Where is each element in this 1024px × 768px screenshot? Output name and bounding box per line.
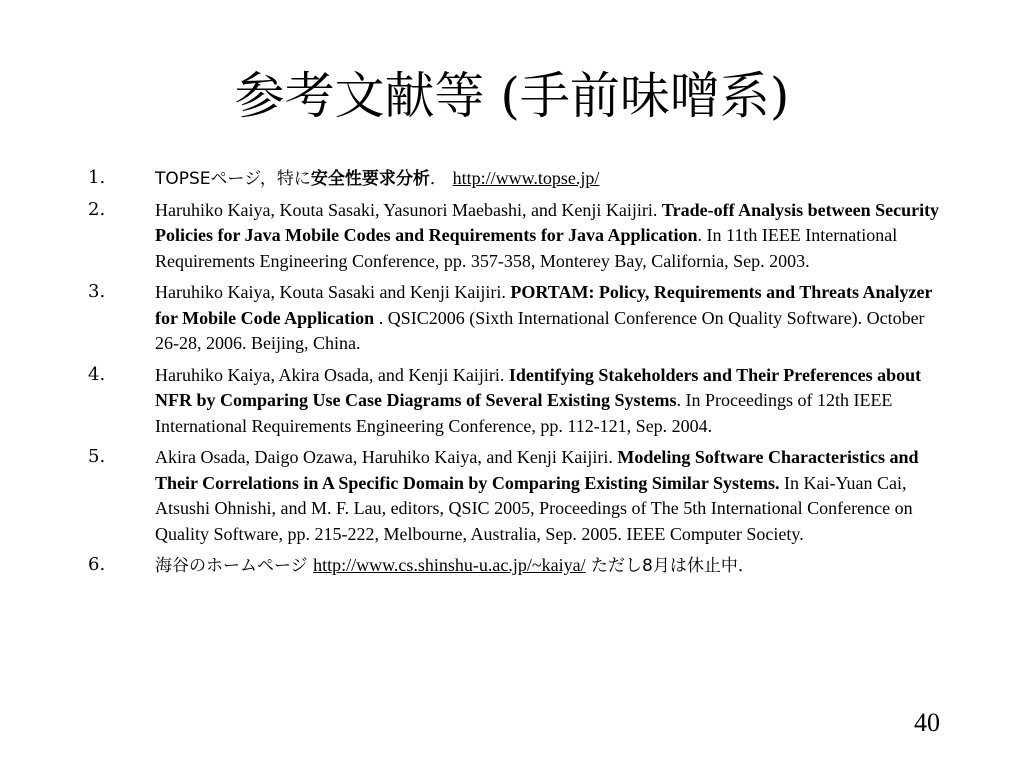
reference-item-1 (88, 166, 944, 192)
reference-authors: Haruhiko Kaiya, Kouta Sasaki, Yasunori Maebashi, and Kenji Kaijiri. (155, 199, 662, 220)
reference-number: 5. (88, 446, 106, 467)
reference-authors: Akira Osada, Daigo Ozawa, Haruhiko Kaiya, and Kenji Kaijiri. (155, 447, 618, 467)
reference-title: Trade-off Analysis between Security Policies for Java Mobile Codes and Requirements for Java Application (155, 199, 940, 245)
page-number: 40 (914, 708, 940, 737)
reference-item-4 (88, 363, 944, 440)
reference-number: 1. (88, 167, 106, 188)
reference-prefix: 海谷のホームページ (155, 556, 314, 576)
topse-link[interactable]: http://www.topse.jp/ (452, 168, 600, 188)
slide-title: 参考文献等 (手前味噌系) (234, 67, 790, 125)
reference-title: Identifying Stakeholders and Their Preferences about NFR by Comparing Use Case Diagrams of Several Existing Systems (155, 364, 922, 410)
reference-number: 3. (88, 281, 106, 302)
reference-suffix: ただし8月は休止中． (585, 556, 755, 576)
reference-details: . In Proceedings of 12th IEEE International Requirements Engineering Conference, pp. 112-121, Sep. 2004. (155, 390, 893, 436)
reference-details: . In 11th IEEE International Requirements Engineering Conference, pp. 357-358, Monterey Bay, California, Sep. 2003. (155, 225, 898, 271)
reference-number: 2. (88, 198, 106, 220)
reference-number: 4. (88, 363, 106, 385)
reference-item-2 (88, 198, 944, 275)
reference-bold-text: 安全性要求分析 (310, 169, 430, 189)
reference-list (88, 166, 944, 585)
reference-item-6 (88, 553, 944, 579)
homepage-link[interactable]: http://www.cs.shinshu-u.ac.jp/~kaiya/ (313, 555, 586, 575)
reference-item-5 (88, 445, 944, 547)
reference-suffix: ． (429, 169, 447, 189)
reference-item-3 (88, 280, 944, 357)
reference-title: PORTAM: Policy, Requirements and Threats Analyzer for Mobile Code Application (155, 282, 933, 328)
reference-details: . QSIC2006 (Sixth International Conference On Quality Software). October 26-28, 2006. Beijing, China. (155, 307, 925, 353)
reference-authors: Haruhiko Kaiya, Akira Osada, and Kenji Kaijiri. (155, 364, 509, 385)
reference-number: 6. (88, 554, 106, 575)
reference-details: In Kai-Yuan Cai, Atsushi Ohnishi, and M. F. Lau, editors, QSIC 2005, Proceedings of The 5th International Conference on Quality Software, pp. 215-222, Melbourne, Australia, Sep. 2005. IEEE Computer Society. (155, 472, 913, 544)
reference-prefix: TOPSEページ，特に (155, 169, 311, 189)
reference-title: Modeling Software Characteristics and Their Correlations in A Specific Domain by Comparing Existing Similar Systems. (155, 447, 919, 493)
reference-authors: Haruhiko Kaiya, Kouta Sasaki and Kenji Kaijiri. (155, 282, 511, 302)
